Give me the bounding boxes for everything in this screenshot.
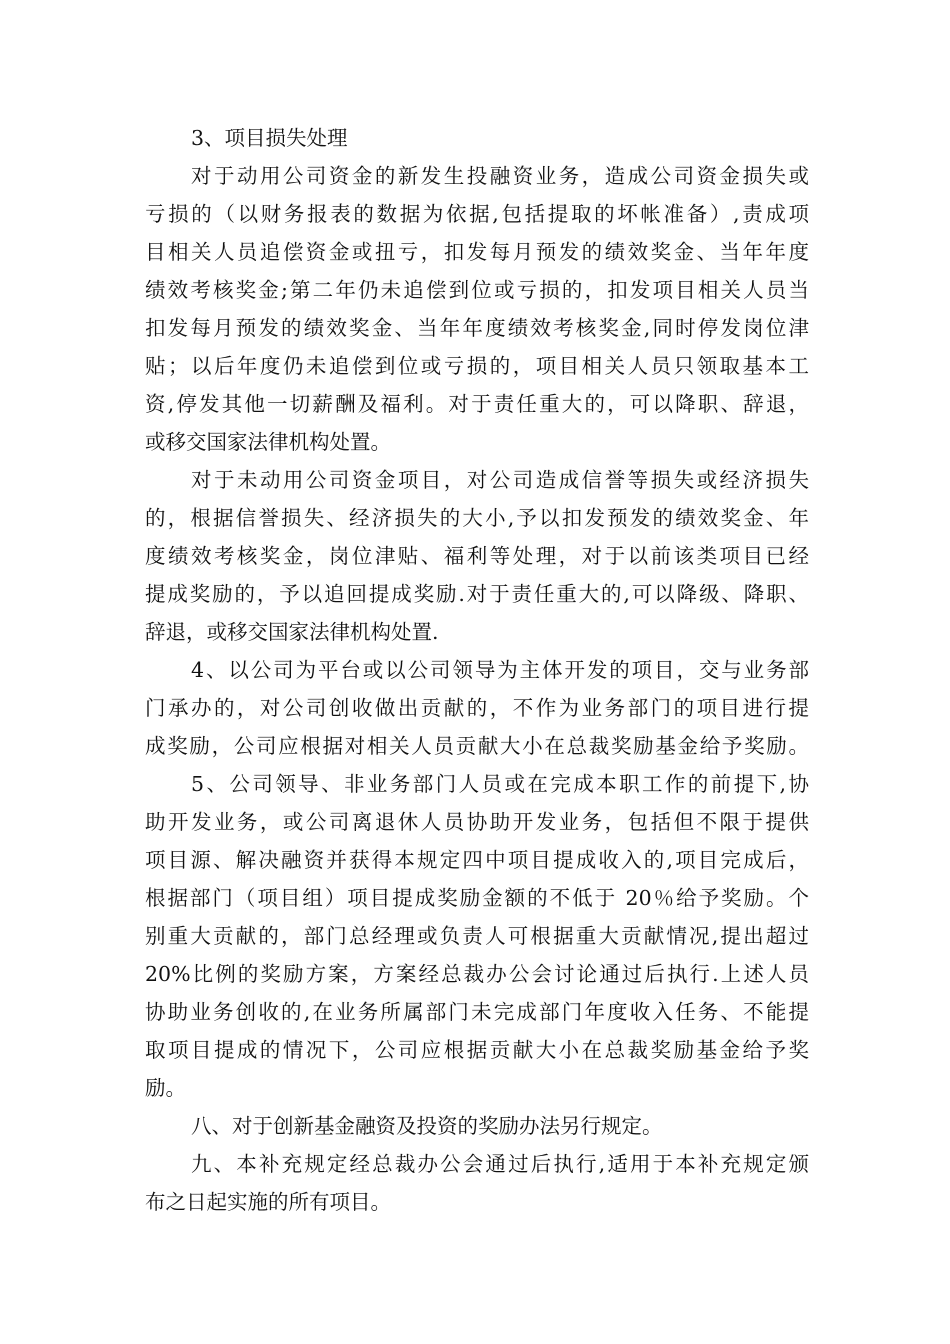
text-line: 对于动用公司资金的新发生投融资业务，造成公司资金损失或: [191, 164, 809, 188]
heading-loss-handling: [145, 119, 809, 157]
text-line: 协助业务创收的,在业务所属部门未完成部门年度收入任务、不能提: [145, 1000, 809, 1024]
paragraph-item-8: [145, 1107, 809, 1145]
text-line: 根据部门（项目组）项目提成奖励金额的不低于 20％给予奖励。个: [145, 886, 809, 910]
text-line: 度绩效考核奖金，岗位津贴、福利等处理，对于以前该类项目已经: [145, 544, 809, 568]
text-line: 3、项目损失处理: [191, 126, 348, 150]
text-line: 的，根据信誉损失、经济损失的大小,予以扣发预发的绩效奖金、年: [145, 506, 809, 530]
text-line: 扣发每月预发的绩效奖金、当年年度绩效考核奖金,同时停发岗位津: [145, 316, 809, 340]
text-line: 20%比例的奖励方案，方案经总裁办公会讨论通过后执行.上述人员: [145, 962, 809, 986]
paragraph-item-9: [145, 1145, 809, 1221]
text-line: 九、本补充规定经总裁办公会通过后执行,适用于本补充规定颁: [191, 1152, 809, 1176]
paragraph-unused-funds: [145, 461, 809, 651]
text-line: 5、公司领导、非业务部门人员或在完成本职工作的前提下,协: [191, 772, 809, 796]
text-line: 八、对于创新基金融资及投资的奖励办法另行规定。: [191, 1114, 663, 1138]
paragraph-item-4: [145, 651, 809, 765]
text-line: 取项目提成的情况下，公司应根据贡献大小在总裁奖励基金给予奖: [145, 1038, 809, 1062]
text-line: 辞退，或移交国家法律机构处置.: [145, 620, 439, 644]
text-line: 项目源、解决融资并获得本规定四中项目提成收入的,项目完成后，: [145, 848, 809, 872]
text-line: 目相关人员追偿资金或扭亏，扣发每月预发的绩效奖金、当年年度: [145, 240, 809, 264]
text-line: 成奖励，公司应根据对相关人员贡献大小在总裁奖励基金给予奖励。: [145, 734, 809, 758]
text-line: 资,停发其他一切薪酬及福利。对于责任重大的，可以降职、辞退，: [145, 392, 809, 416]
text-line: 助开发业务，或公司离退休人员协助开发业务，包括但不限于提供: [145, 810, 809, 834]
text-line: 别重大贡献的，部门总经理或负责人可根据重大贡献情况,提出超过: [145, 924, 809, 948]
text-line: 贴；以后年度仍未追偿到位或亏损的，项目相关人员只领取基本工: [145, 354, 809, 378]
paragraph-used-funds: [145, 157, 809, 461]
text-line: 布之日起实施的所有项目。: [145, 1190, 391, 1214]
text-line: 或移交国家法律机构处置。: [145, 430, 391, 454]
paragraph-item-5: [145, 765, 809, 1107]
text-line: 亏损的（以财务报表的数据为依据,包括提取的坏帐准备）,责成项: [145, 202, 809, 226]
text-line: 绩效考核奖金;第二年仍未追偿到位或亏损的，扣发项目相关人员当: [145, 278, 809, 302]
text-line: 提成奖励的，予以追回提成奖励.对于责任重大的,可以降级、降职、: [145, 582, 809, 606]
text-line: 4、以公司为平台或以公司领导为主体开发的项目，交与业务部: [191, 658, 809, 682]
text-line: 门承办的，对公司创收做出贡献的，不作为业务部门的项目进行提: [145, 696, 809, 720]
text-line: 对于未动用公司资金项目，对公司造成信誉等损失或经济损失: [191, 468, 809, 492]
text-line: 励。: [145, 1076, 186, 1100]
document-body: [145, 119, 809, 1221]
